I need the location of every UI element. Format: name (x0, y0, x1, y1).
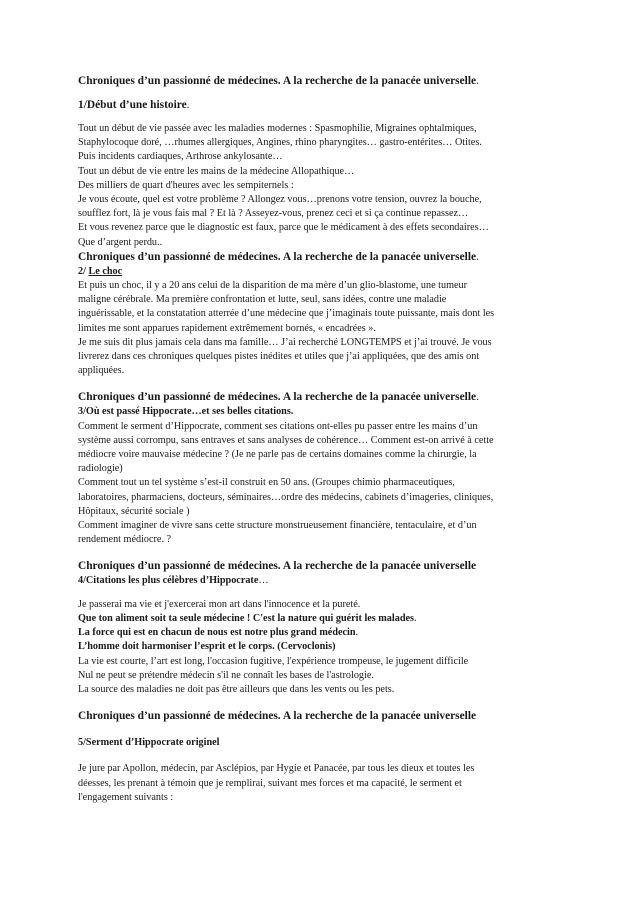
paragraph-line: système aussi corrompu, sans entraves et sans analyses de cohérence… Comment est-on arrivé à cette (78, 434, 494, 446)
paragraph-line: Je me suis dit plus jamais cela dans ma famille… J’ai recherché LONGTEMPS et j’ai trouvé. Je vous (78, 336, 492, 348)
section-2-title: Chroniques d’un passionné de médecines. A la recherche de la panacée universelle. (78, 250, 479, 263)
quote-line: Je passerai ma vie et j'exercerai mon art dans l'innocence et la pureté. (78, 598, 361, 610)
quote-line: La source des maladies ne doit pas être ailleurs que dans les vents ou les pets. (78, 683, 395, 695)
section-4-quotes (78, 598, 564, 697)
section-2-body (78, 279, 564, 378)
paragraph-line: soufflez fort, là je vous fais mal ? Et là ? Asseyez-vous, prenez ceci et si ça continue repassez… (78, 208, 469, 220)
paragraph-line: limites me sont apparues rapidement extrêmement bornés, « encadrées ». (78, 322, 376, 334)
section-1-body (78, 122, 564, 250)
paragraph-line: radiologie) (78, 463, 123, 475)
section-3-title: Chroniques d’un passionné de médecines. A la recherche de la panacée universelle. (78, 391, 479, 404)
paragraph-line: déesses, les prenant à témoin que je remplirai, suivant mes forces et ma capacité, le serment et (78, 777, 462, 789)
paragraph-line: Tout un début de vie passée avec les maladies modernes : Spasmophilie, Migraines ophtalmiques, (78, 123, 477, 134)
document-page (78, 74, 564, 805)
section-3-heading: 3/Où est passé Hippocrate…et ses belles citations. (78, 406, 294, 418)
section-5-title: Chroniques d’un passionné de médecines. A la recherche de la panacée universelle (78, 710, 477, 723)
paragraph-line: appliquées. (78, 365, 125, 377)
quote-line: La force qui est en chacun de nous est notre plus grand médecin. (78, 627, 359, 639)
paragraph-line: Comment imaginer de vivre sans cette structure monstrueusement financière, tentaculaire, et d’un (78, 520, 477, 532)
paragraph-line: Je vous écoute, quel est votre problème ? Allongez vous…prenons votre tension, ouvrez la bouche, (78, 194, 482, 206)
section-1-heading: 1/Début d’une histoire. (78, 99, 190, 111)
quote-line: L’homme doit harmoniser l’esprit et le corps. (Cervoclonis) (78, 641, 336, 653)
paragraph-line: Des milliers de quart d'heures avec les sempiternels : (78, 179, 294, 191)
paragraph-line: Comment tout un tel système s’est-il construit en 50 ans. (Groupes chimio pharmaceutiques, (78, 477, 455, 489)
paragraph-line: livrerez dans ces chroniques quelques pistes inédites et utiles que j’ai appliquées, que des amis ont (78, 351, 480, 363)
paragraph-line: laboratoires, pharmaciens, docteurs, séminaires…ordre des médecins, cabinets d’imageries, cliniques, (78, 491, 494, 503)
paragraph-line: inguérissable, et la constatation atterrée d’une médecine que j’imaginais toute puissante, mais dont les (78, 308, 495, 320)
section-4-heading: 4/Citations les plus célèbres d’Hippocrate… (78, 575, 269, 587)
section-5-heading: 5/Serment d’Hippocrate originel (78, 737, 220, 749)
paragraph-line: Et puis un choc, il y a 20 ans celui de la disparition de ma mère d’un glio-blastome, une tumeur (78, 280, 468, 292)
quote-line: Nul ne peut se prétendre médecin s'il ne connaît les bases de l'astrologie. (78, 669, 374, 681)
section-1-title: Chroniques d’un passionné de médecines. A la recherche de la panacée universelle. (78, 75, 479, 87)
section-3-body (78, 420, 564, 548)
paragraph-line: Hôpitaux, sécurité sociale ) (78, 505, 190, 517)
paragraph-line: rendement médiocre. ? (78, 534, 172, 546)
section-2-heading: 2/ Le choc (78, 265, 123, 277)
section-5-body (78, 762, 564, 805)
paragraph-line: médiocre voire mauvaise médecine ? (Je ne parle pas de certains domaines comme la chirurgie, la (78, 449, 477, 461)
paragraph-line: Que d’argent perdu.. (78, 236, 163, 248)
paragraph-line: Et vous revenez parce que le diagnostic est faux, parce que le médicament à des effets secondaires… (78, 222, 489, 234)
paragraph-line: Puis incidents cardiaques, Arthrose ankylosante… (78, 151, 283, 163)
quote-line: La vie est courte, l’art est long, l'occasion fugitive, l'expérience trompeuse, le jugement difficile (78, 655, 469, 667)
paragraph-line: l'engagement suivants : (78, 791, 174, 803)
paragraph-line: Comment le serment d’Hippocrate, comment ses citations ont-elles pu passer entre les mains d’un (78, 420, 478, 432)
paragraph-line: Tout un début de vie entre les mains de la médecine Allopathique… (78, 165, 355, 177)
paragraph-line: Staphylocoque doré, …rhumes allergiques, Angines, rhino pharyngites… gastro-entérites… Otites. (78, 137, 482, 149)
section-4-title: Chroniques d’un passionné de médecines. A la recherche de la panacée universelle (78, 560, 477, 573)
paragraph-line: Je jure par Apollon, médecin, par Asclépios, par Hygie et Panacée, par tous les dieux et toutes les (78, 763, 475, 775)
paragraph-line: maligne cérébrale. Ma première confrontation et lutte, seul, sans idées, contre une maladie (78, 294, 447, 306)
quote-line: Que ton aliment soit ta seule médecine ! C'est la nature qui guérit les malades. (78, 612, 417, 624)
